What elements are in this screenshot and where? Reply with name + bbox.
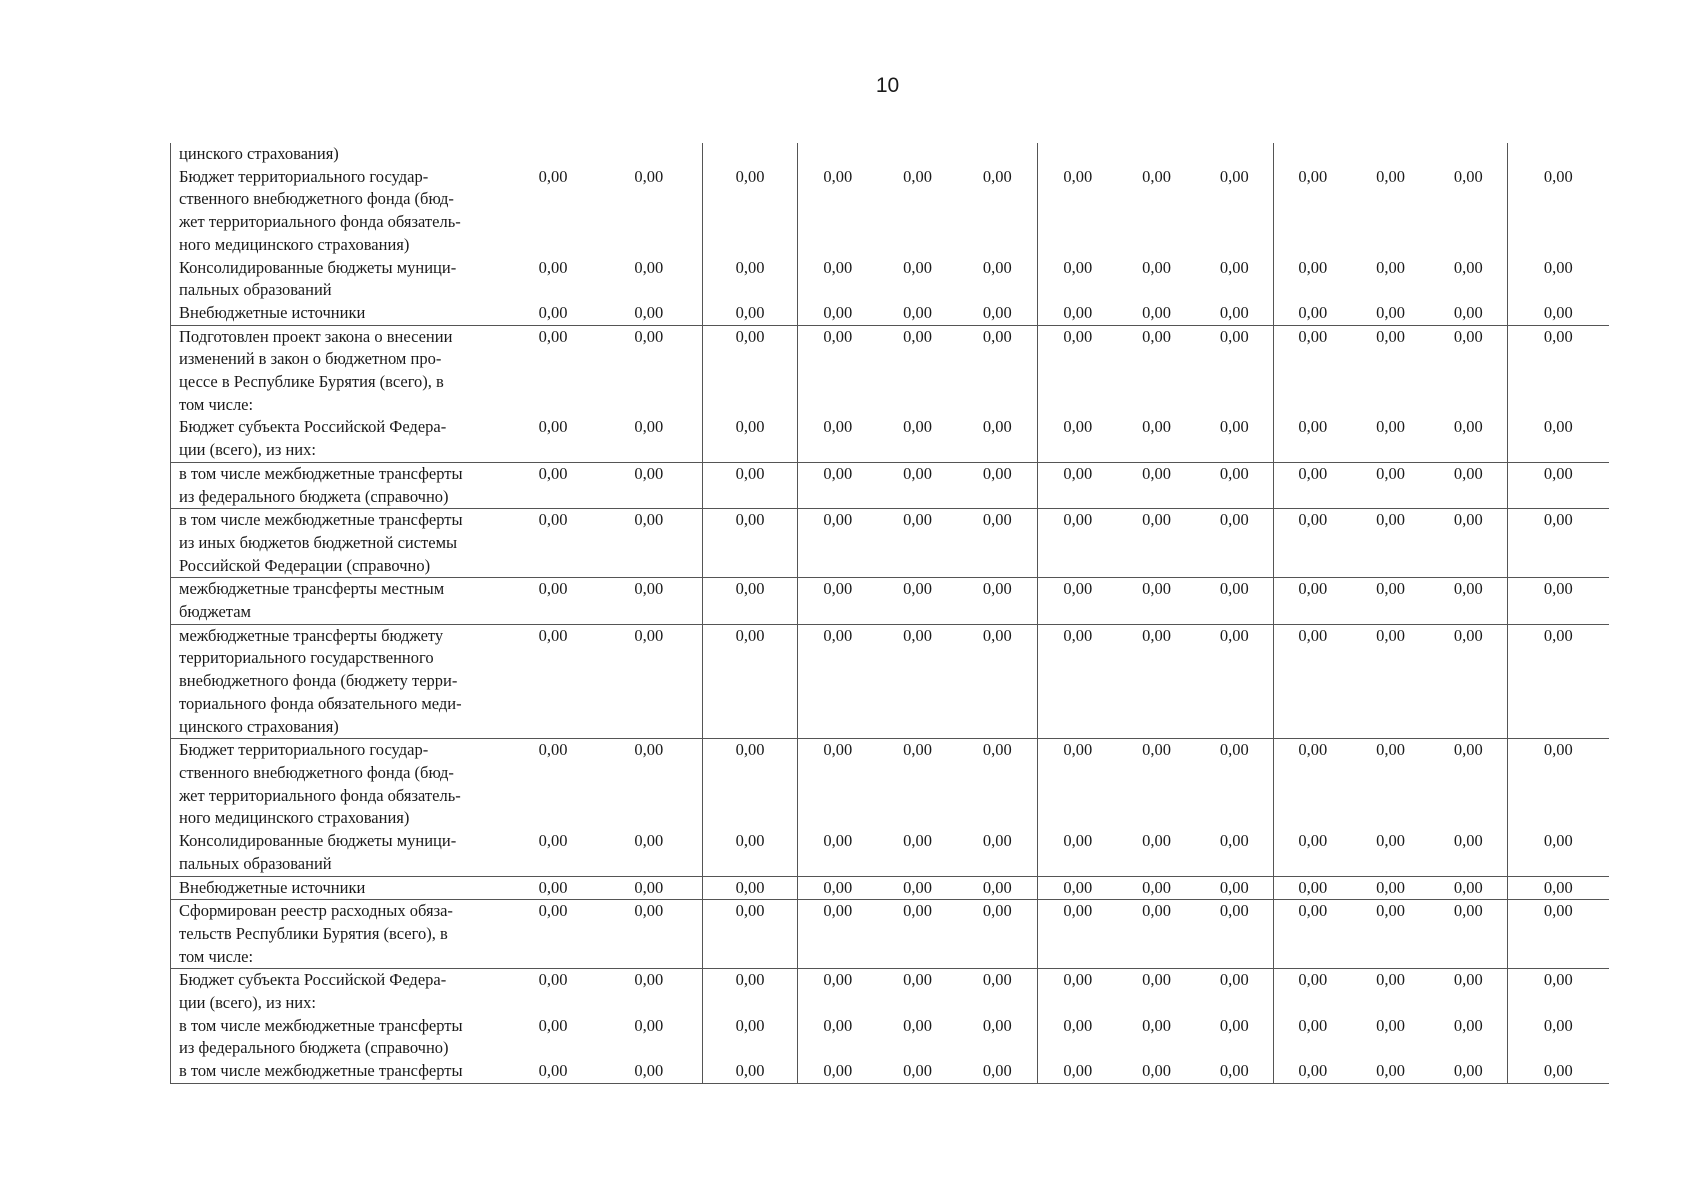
value-cell: 0,00 [903,302,932,322]
row-label: Внебюджетные источники [171,876,511,900]
value-cell: 0,00 [878,969,958,1015]
value-cell: 0,00 [1274,830,1352,876]
value-cell: 0,00 [1038,578,1118,624]
value-cell: 0,00 [798,900,878,969]
value-cell: 0,00 [1196,876,1274,900]
value-cell: 0,00 [1430,876,1508,900]
row-label: в том числе межбюджетные трансферты из федерального бюджета (справочно) [171,462,511,508]
value-cell: 0,00 [1038,830,1118,876]
value-cell: 0,00 [982,417,1012,437]
value-cell: 0,00 [958,739,1038,830]
value-cell: 0,00 [1508,969,1609,1015]
value-cell: 0,00 [1453,166,1483,186]
value-cell: 0,00 [798,302,878,325]
value-cell: 0,00 [1196,509,1274,578]
row-label: Бюджет субъекта Российской Федера- ции (всего), из них: [171,416,511,462]
row-label: Бюджет субъекта Российской Федера- ции (всего), из них: [171,969,511,1015]
value-cell: 0,00 [596,876,703,900]
value-cell: 0,00 [511,876,596,900]
value-cell: 0,00 [1219,257,1249,277]
value-cell: 0,00 [703,302,798,325]
row-label: Консолидированные бюджеты муници- пальных образований [171,257,511,302]
value-cell: 0,00 [798,1060,878,1083]
value-cell: 0,00 [878,325,958,416]
value-cell: 0,00 [903,417,932,437]
value-cell: 0,00 [596,509,703,578]
table-row [171,969,1609,1015]
value-cell: 0,00 [1274,578,1352,624]
value-cell: 0,00 [511,325,596,416]
value-cell: 0,00 [511,624,596,739]
value-cell: 0,00 [1038,739,1118,830]
value-cell: 0,00 [1142,257,1171,277]
value-cell: 0,00 [798,739,878,830]
value-cell: 0,00 [634,302,664,322]
value-cell: 0,00 [1219,166,1249,186]
value-cell: 0,00 [703,900,798,969]
value-cell: 0,00 [1508,257,1609,302]
value-cell: 0,00 [982,257,1012,277]
value-cell: 0,00 [538,257,568,277]
value-cell: 0,00 [1508,578,1609,624]
value-cell: 0,00 [982,831,1012,851]
value-cell: 0,00 [1376,417,1405,437]
value-cell: 0,00 [958,509,1038,578]
row-label: в том числе межбюджетные трансферты из иных бюджетов бюджетной системы Российской Федерации (справочно) [171,509,511,578]
value-cell: 0,00 [903,1015,932,1035]
table-row [171,302,1609,325]
value-cell: 0,00 [596,624,703,739]
row-label: цинского страхования) [171,143,511,166]
value-cell: 0,00 [982,302,1012,322]
row-label: Сформирован реестр расходных обяза- тельств Республики Бурятия (всего), в том числе: [171,900,511,969]
value-cell: 0,00 [958,462,1038,508]
value-cell: 0,00 [1118,969,1196,1015]
value-cell: 0,00 [511,969,596,1015]
value-cell: 0,00 [1196,1060,1274,1083]
value-cell: 0,00 [1508,1060,1609,1083]
value-cell: 0,00 [1430,462,1508,508]
value-cell: 0,00 [1219,302,1249,322]
value-cell: 0,00 [1508,1015,1609,1060]
value-cell: 0,00 [511,578,596,624]
value-cell: 0,00 [878,900,958,969]
value-cell: 0,00 [1352,462,1430,508]
value-cell: 0,00 [1038,257,1118,302]
value-cell: 0,00 [798,876,878,900]
value-cell: 0,00 [1118,739,1196,830]
value-cell: 0,00 [1219,1015,1249,1035]
value-cell: 0,00 [1352,876,1430,900]
value-cell: 0,00 [1508,325,1609,416]
row-label: Подготовлен проект закона о внесении изменений в закон о бюджетном про- цессе в Республике Бурятия (всего), в том числе: [171,325,511,416]
value-cell [1196,143,1274,166]
row-label: в том числе межбюджетные трансферты из федерального бюджета (справочно) [171,1015,511,1060]
value-cell: 0,00 [1430,739,1508,830]
value-cell: 0,00 [596,325,703,416]
value-cell: 0,00 [1352,739,1430,830]
value-cell: 0,00 [1196,462,1274,508]
value-cell: 0,00 [1196,969,1274,1015]
value-cell: 0,00 [1274,739,1352,830]
value-cell: 0,00 [1274,257,1352,302]
value-cell: 0,00 [1352,624,1430,739]
value-cell: 0,00 [1038,624,1118,739]
value-cell: 0,00 [703,166,798,257]
value-cell: 0,00 [878,624,958,739]
value-cell: 0,00 [1142,1015,1171,1035]
value-cell: 0,00 [703,624,798,739]
value-cell: 0,00 [703,462,798,508]
table-row [171,624,1609,739]
table-row [171,876,1609,900]
value-cell: 0,00 [798,325,878,416]
value-cell: 0,00 [1274,1060,1352,1083]
value-cell: 0,00 [1274,325,1352,416]
value-cell: 0,00 [538,302,568,322]
value-cell: 0,00 [1508,900,1609,969]
value-cell: 0,00 [1508,624,1609,739]
value-cell: 0,00 [703,578,798,624]
row-label: межбюджетные трансферты местным бюджетам [171,578,511,624]
value-cell: 0,00 [1118,509,1196,578]
table-row [171,578,1609,624]
value-cell: 0,00 [1274,1015,1352,1060]
table-row [171,416,1609,462]
value-cell [878,143,958,166]
value-cell: 0,00 [1142,302,1171,322]
value-cell: 0,00 [1274,416,1352,462]
value-cell: 0,00 [511,1060,596,1083]
table-row [171,257,1609,302]
value-cell: 0,00 [1352,325,1430,416]
value-cell: 0,00 [1038,876,1118,900]
table-row [171,830,1609,876]
value-cell: 0,00 [1508,166,1609,257]
value-cell: 0,00 [1376,1015,1405,1035]
table-row [171,325,1609,416]
value-cell: 0,00 [903,166,932,186]
value-cell: 0,00 [1274,166,1352,257]
value-cell: 0,00 [798,969,878,1015]
value-cell: 0,00 [1352,969,1430,1015]
value-cell: 0,00 [1118,325,1196,416]
value-cell: 0,00 [1274,624,1352,739]
value-cell: 0,00 [1430,624,1508,739]
budget-table [170,143,1609,1084]
value-cell: 0,00 [878,578,958,624]
value-cell: 0,00 [1508,739,1609,830]
value-cell: 0,00 [958,1060,1038,1083]
value-cell: 0,00 [634,831,664,851]
value-cell: 0,00 [1352,509,1430,578]
value-cell: 0,00 [958,876,1038,900]
value-cell: 0,00 [1430,325,1508,416]
value-cell: 0,00 [1118,462,1196,508]
value-cell: 0,00 [703,830,798,876]
value-cell: 0,00 [634,417,664,437]
value-cell: 0,00 [1196,325,1274,416]
value-cell: 0,00 [703,1015,798,1060]
value-cell [1430,143,1508,166]
value-cell: 0,00 [1430,578,1508,624]
value-cell: 0,00 [1508,876,1609,900]
value-cell: 0,00 [1453,1015,1483,1035]
value-cell: 0,00 [511,739,596,830]
value-cell: 0,00 [634,1015,664,1035]
value-cell: 0,00 [798,578,878,624]
value-cell: 0,00 [703,1060,798,1083]
value-cell: 0,00 [703,416,798,462]
value-cell: 0,00 [1508,302,1609,325]
value-cell: 0,00 [1274,509,1352,578]
row-label: Консолидированные бюджеты муници- пальных образований [171,830,511,876]
value-cell: 0,00 [703,325,798,416]
value-cell: 0,00 [596,900,703,969]
value-cell: 0,00 [798,166,878,257]
value-cell [703,143,798,166]
value-cell: 0,00 [1274,900,1352,969]
value-cell: 0,00 [958,900,1038,969]
value-cell: 0,00 [903,831,932,851]
value-cell: 0,00 [1376,166,1405,186]
value-cell: 0,00 [1274,969,1352,1015]
table-row [171,1015,1609,1060]
value-cell [1508,143,1609,166]
row-label: Внебюджетные источники [171,302,511,325]
value-cell: 0,00 [958,325,1038,416]
value-cell: 0,00 [958,624,1038,739]
value-cell: 0,00 [1352,578,1430,624]
table-row [171,739,1609,830]
value-cell: 0,00 [1430,969,1508,1015]
value-cell [511,143,596,166]
value-cell: 0,00 [1453,831,1483,851]
value-cell: 0,00 [798,416,878,462]
value-cell: 0,00 [958,578,1038,624]
value-cell: 0,00 [1038,416,1118,462]
value-cell: 0,00 [1118,876,1196,900]
row-label: Бюджет территориального государ- ственного внебюджетного фонда (бюд- жет территориального фонда обязатель- ного медицинского страхования) [171,166,511,257]
value-cell: 0,00 [1038,302,1118,325]
value-cell: 0,00 [596,969,703,1015]
value-cell [958,143,1038,166]
value-cell: 0,00 [878,509,958,578]
value-cell: 0,00 [1219,417,1249,437]
value-cell: 0,00 [1196,739,1274,830]
value-cell: 0,00 [1118,578,1196,624]
value-cell [1352,143,1430,166]
value-cell [798,143,878,166]
value-cell: 0,00 [1038,1060,1118,1083]
value-cell: 0,00 [1142,831,1171,851]
value-cell: 0,00 [703,969,798,1015]
value-cell: 0,00 [1196,578,1274,624]
value-cell: 0,00 [1508,509,1609,578]
value-cell: 0,00 [1430,509,1508,578]
value-cell: 0,00 [1038,1015,1118,1060]
value-cell [1118,143,1196,166]
value-cell: 0,00 [1352,900,1430,969]
value-cell: 0,00 [982,166,1012,186]
value-cell: 0,00 [1376,831,1405,851]
value-cell: 0,00 [1118,624,1196,739]
value-cell [1038,143,1118,166]
value-cell: 0,00 [1508,830,1609,876]
value-cell: 0,00 [1118,900,1196,969]
value-cell: 0,00 [1508,462,1609,508]
value-cell: 0,00 [1430,900,1508,969]
value-cell: 0,00 [1352,1060,1430,1083]
value-cell: 0,00 [703,509,798,578]
value-cell: 0,00 [1038,166,1118,257]
value-cell: 0,00 [798,1015,878,1060]
value-cell: 0,00 [511,900,596,969]
value-cell: 0,00 [1038,969,1118,1015]
value-cell: 0,00 [1274,462,1352,508]
value-cell: 0,00 [538,166,568,186]
value-cell: 0,00 [1142,417,1171,437]
table-row [171,166,1609,257]
value-cell: 0,00 [596,462,703,508]
table-row [171,462,1609,508]
value-cell: 0,00 [798,462,878,508]
value-cell: 0,00 [703,876,798,900]
value-cell: 0,00 [1508,416,1609,462]
table-row [171,1060,1609,1083]
value-cell: 0,00 [958,969,1038,1015]
value-cell: 0,00 [596,1060,703,1083]
value-cell: 0,00 [634,166,664,186]
value-cell: 0,00 [1196,624,1274,739]
value-cell: 0,00 [1118,1060,1196,1083]
value-cell: 0,00 [878,876,958,900]
value-cell [1274,143,1352,166]
value-cell: 0,00 [1196,900,1274,969]
value-cell: 0,00 [1274,302,1352,325]
value-cell: 0,00 [596,739,703,830]
value-cell: 0,00 [1038,462,1118,508]
value-cell: 0,00 [878,1060,958,1083]
value-cell: 0,00 [538,1015,568,1035]
value-cell: 0,00 [798,257,878,302]
value-cell: 0,00 [878,462,958,508]
table-row [171,900,1609,969]
value-cell: 0,00 [1376,302,1405,322]
table-row [171,509,1609,578]
page-number: 10 [875,74,900,97]
value-cell: 0,00 [1038,325,1118,416]
value-cell: 0,00 [596,578,703,624]
row-label: Бюджет территориального государ- ственного внебюджетного фонда (бюд- жет территориального фонда обязатель- ного медицинского страхования) [171,739,511,830]
value-cell: 0,00 [1430,1060,1508,1083]
value-cell: 0,00 [538,417,568,437]
value-cell: 0,00 [1376,257,1405,277]
table-row [171,143,1609,166]
value-cell: 0,00 [511,462,596,508]
value-cell: 0,00 [798,624,878,739]
value-cell: 0,00 [703,739,798,830]
value-cell [596,143,703,166]
value-cell: 0,00 [798,509,878,578]
value-cell: 0,00 [903,257,932,277]
value-cell: 0,00 [1274,876,1352,900]
value-cell: 0,00 [538,831,568,851]
row-label: в том числе межбюджетные трансферты [171,1060,511,1083]
value-cell: 0,00 [1453,417,1483,437]
value-cell: 0,00 [1453,302,1483,322]
value-cell: 0,00 [1219,831,1249,851]
value-cell: 0,00 [1038,509,1118,578]
row-label: межбюджетные трансферты бюджету территориального государственного внебюджетного фонда (бюджету терри- ториального фонда обязательного меди- цинского страхования) [171,624,511,739]
value-cell: 0,00 [511,509,596,578]
value-cell: 0,00 [878,739,958,830]
value-cell: 0,00 [982,1015,1012,1035]
value-cell: 0,00 [798,830,878,876]
value-cell: 0,00 [634,257,664,277]
value-cell: 0,00 [1453,257,1483,277]
value-cell: 0,00 [1038,900,1118,969]
value-cell: 0,00 [1142,166,1171,186]
value-cell: 0,00 [703,257,798,302]
